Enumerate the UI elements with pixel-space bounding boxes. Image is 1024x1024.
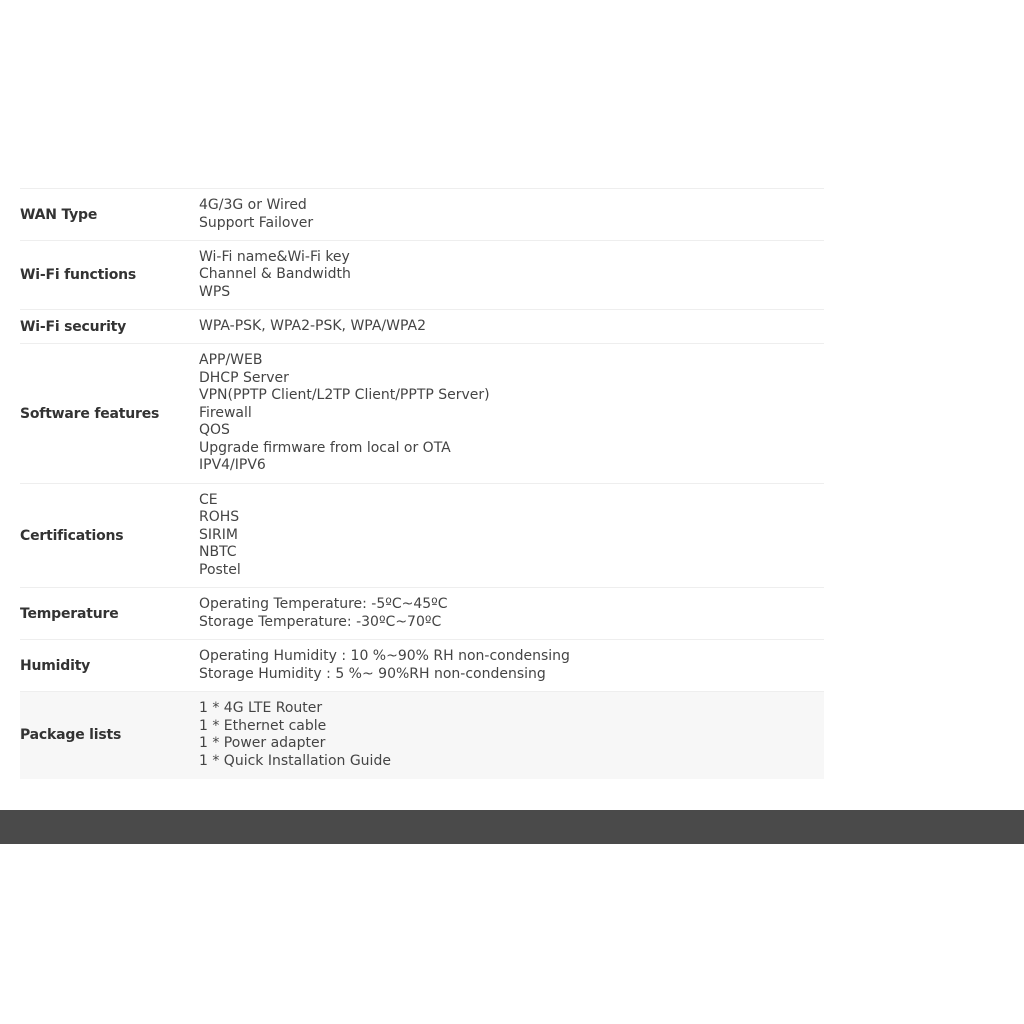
spec-value-line: NBTC	[199, 544, 237, 561]
spec-value-line: 1 * Power adapter	[199, 735, 326, 752]
spec-label: Wi-Fi security	[20, 318, 127, 335]
spec-row-wifi-security	[20, 310, 824, 344]
spec-table	[20, 188, 824, 779]
spec-value-line: Operating Temperature: -5ºC~45ºC	[199, 596, 448, 612]
spec-value	[199, 189, 824, 241]
spec-value-line: Wi-Fi name&Wi-Fi key	[199, 248, 350, 265]
spec-value-line: 1 * Ethernet cable	[199, 717, 327, 734]
spec-label: Software features	[20, 405, 160, 422]
spec-value-line: 4G/3G or Wired	[199, 197, 307, 213]
spec-value-line: CE	[199, 491, 218, 508]
spec-value	[199, 588, 824, 640]
spec-value	[199, 310, 824, 344]
spec-value-line: IPV4/IPV6	[199, 457, 266, 474]
spec-value	[199, 692, 824, 779]
spec-value	[199, 640, 824, 692]
spec-value-line: QOS	[199, 422, 230, 439]
spec-row-certifications	[20, 484, 824, 588]
spec-value-line: DHCP Server	[199, 369, 289, 386]
spec-row-package-lists	[20, 692, 824, 779]
spec-row-software-features	[20, 344, 824, 484]
spec-value-line: VPN(PPTP Client/L2TP Client/PPTP Server)	[199, 387, 490, 404]
spec-row-humidity	[20, 640, 824, 692]
spec-row-temperature	[20, 588, 824, 640]
spec-label: Wi-Fi functions	[20, 267, 137, 283]
spec-value	[199, 241, 824, 310]
spec-value-line: Firewall	[199, 404, 252, 421]
spec-label: Certifications	[20, 527, 124, 544]
spec-value-line: Storage Temperature: -30ºC~70ºC	[199, 613, 442, 630]
footer-bar	[0, 810, 1024, 844]
spec-row-wifi-functions	[20, 241, 824, 310]
spec-value-line: Upgrade firmware from local or OTA	[199, 439, 451, 456]
spec-value-line: WPS	[199, 283, 231, 300]
spec-label: Temperature	[20, 605, 119, 622]
spec-label: WAN Type	[20, 206, 98, 223]
spec-value-line: APP/WEB	[199, 352, 263, 369]
spec-value	[199, 344, 824, 484]
spec-value-line: Channel & Bandwidth	[199, 266, 351, 283]
spec-value	[199, 484, 824, 588]
spec-label: Package lists	[20, 727, 122, 744]
spec-value-line: SIRIM	[199, 526, 238, 543]
spec-value-line: Storage Humidity : 5 %~ 90%RH non-condensing	[199, 665, 546, 682]
spec-label: Humidity	[20, 657, 91, 674]
spec-value-line: ROHS	[199, 509, 240, 526]
spec-value-line: 1 * Quick Installation Guide	[199, 752, 391, 769]
spec-value-line: 1 * 4G LTE Router	[199, 700, 323, 717]
spec-value-line: Support Failover	[199, 214, 314, 231]
spec-value-line: WPA-PSK, WPA2-PSK, WPA/WPA2	[199, 317, 427, 334]
spec-row-wan-type	[20, 189, 824, 241]
spec-value-line: Operating Humidity : 10 %~90% RH non-condensing	[199, 648, 570, 664]
spec-value-line: Postel	[199, 561, 241, 578]
